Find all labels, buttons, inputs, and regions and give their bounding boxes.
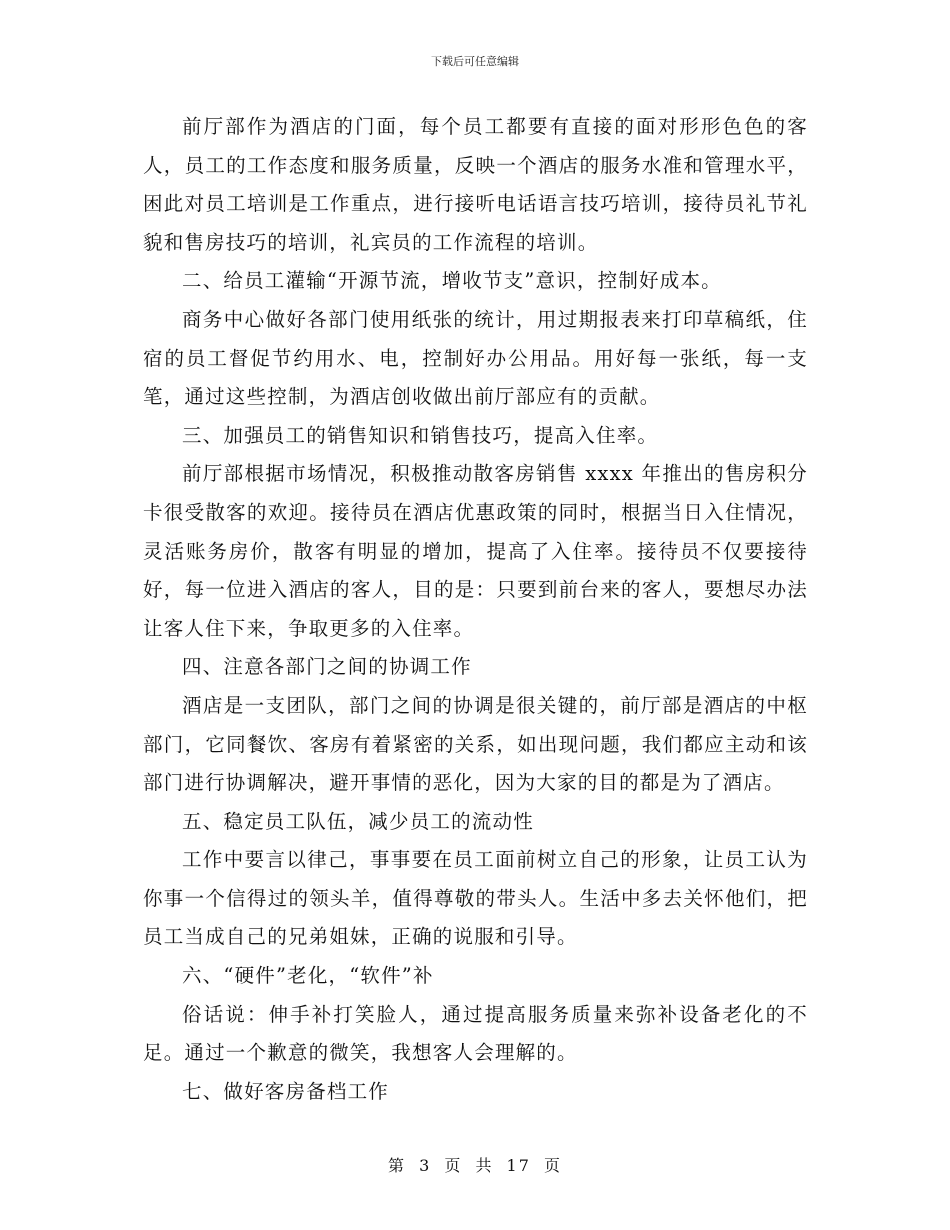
section-heading-7: 七、做好客房备档工作 [182, 1079, 390, 1103]
section-heading-3: 三、加强员工的销售知识和销售技巧，提高入住率。 [182, 423, 659, 447]
paragraph-cost-control: 商务中心做好各部门使用纸张的统计，用过期报表来打印草稿纸，住宿的员工督促节约用水、电，控制好办公用品。用好每一张纸，每一支笔，通过这些控制，为酒店创收做出前厅部应有的贡献。 [143, 307, 808, 409]
paragraph-intro: 前厅部作为酒店的门面，每个员工都要有直接的面对形形色色的客人，员工的工作态度和服务质量，反映一个酒店的服务水准和管理水平，困此对员工培训是工作重点，进行接听电话语言技巧培训，接待员礼节礼貌和售房技巧的培训，礼宾员的工作流程的培训。 [143, 115, 808, 254]
paragraph-coordination: 酒店是一支团队，部门之间的协调是很关键的，前厅部是酒店的中枢部门，它同餐饮、客房有着紧密的关系，如出现问题，我们都应主动和该部门进行协调解决，避开事情的恶化，因为大家的目的都是为了酒店。 [143, 693, 808, 795]
section-heading-2: 二、给员工灌输“开源节流，增收节支”意识，控制好成本。 [182, 269, 722, 293]
header-note: 下载后可任意编辑 [431, 55, 519, 68]
section-heading-5: 五、稳定员工队伍，减少员工的流动性 [182, 809, 534, 833]
paragraph-service-quality: 俗话说：伸手补打笑脸人，通过提高服务质量来弥补设备老化的不足。通过一个歉意的微笑，我想客人会理解的。 [143, 1002, 808, 1065]
document-body [143, 108, 808, 1111]
paragraph-staff-stability: 工作中要言以律己，事事要在员工面前树立自己的形象，让员工认为你事一个信得过的领头羊，值得尊敬的带头人。生活中多去关怀他们，把员工当成自己的兄弟姐妹，正确的说服和引导。 [143, 848, 808, 949]
section-heading-4: 四、注意各部门之间的协调工作 [182, 655, 472, 679]
section-heading-6: 六、“硬件”老化，“软件”补 [182, 964, 434, 988]
paragraph-sales: 前厅部根据市场情况，积极推动散客房销售 xxxx 年推出的售房积分卡很受散客的欢迎。接待员在酒店优惠政策的同时，根据当日入住情况，灵活账务房价，散客有明显的增加，提高了入住率。接待员不仅要接待好，每一位进入酒店的客人，目的是：只要到前台来的客人，要想尽办法让客人住下来，争取更多的入住率。 [143, 462, 808, 640]
page-number: 第 3 页 共 17 页 [388, 1156, 562, 1175]
